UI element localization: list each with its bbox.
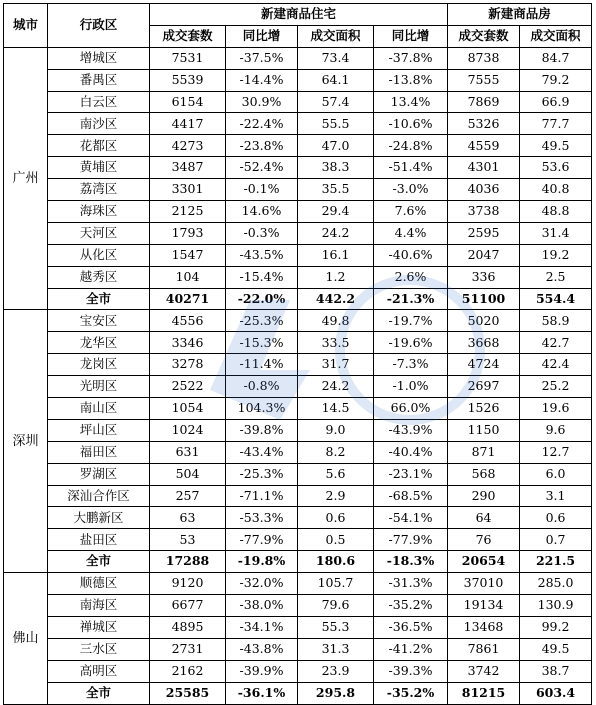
cell-com-sets: 290 [448,485,520,507]
cell-res-yoy1: -0.1% [226,179,298,201]
cell-res-sets: 53 [150,529,226,551]
cell-district: 龙华区 [48,332,150,354]
header-res-sets: 成交套数 [150,25,226,47]
cell-res-yoy2: -3.0% [374,179,448,201]
header-group-residential: 新建商品住宅 [150,4,448,26]
cell-com-sets: 4724 [448,354,520,376]
cell-res-yoy2: -77.9% [374,529,448,551]
cell-com-area: 49.5 [520,638,592,660]
cell-district: 禅城区 [48,616,150,638]
cell-res-yoy1: -15.3% [226,332,298,354]
cell-district: 光明区 [48,376,150,398]
cell-com-area: 84.7 [520,47,592,69]
cell-res-area: 105.7 [298,573,374,595]
cell-res-area: 31.3 [298,638,374,660]
cell-res-yoy2: -18.3% [374,551,448,573]
cell-com-area: 0.7 [520,529,592,551]
cell-district: 花都区 [48,135,150,157]
cell-com-area: 38.7 [520,660,592,682]
cell-res-yoy2: 13.4% [374,91,448,113]
cell-com-sets: 2697 [448,376,520,398]
cell-district: 罗湖区 [48,463,150,485]
cell-res-sets: 2162 [150,660,226,682]
table-row [4,485,592,507]
cell-res-sets: 2731 [150,638,226,660]
cell-res-yoy2: -51.4% [374,157,448,179]
table-row [4,595,592,617]
cell-res-area: 9.0 [298,419,374,441]
cell-res-yoy1: -39.9% [226,660,298,682]
cell-district: 南山区 [48,398,150,420]
cell-res-sets: 5539 [150,69,226,91]
cell-res-yoy1: -38.0% [226,595,298,617]
cell-district: 龙岗区 [48,354,150,376]
cell-res-yoy2: 4.4% [374,222,448,244]
cell-res-area: 29.4 [298,201,374,223]
cell-res-sets: 3346 [150,332,226,354]
cell-res-area: 295.8 [298,682,374,704]
table-row [4,573,592,595]
cell-res-sets: 3301 [150,179,226,201]
cell-res-yoy2: -54.1% [374,507,448,529]
table-body [4,47,592,704]
cell-res-sets: 25585 [150,682,226,704]
cell-res-area: 24.2 [298,376,374,398]
cell-com-area: 285.0 [520,573,592,595]
cell-com-sets: 76 [448,529,520,551]
cell-res-yoy1: -25.3% [226,463,298,485]
cell-com-area: 49.5 [520,135,592,157]
cell-res-sets: 4556 [150,310,226,332]
cell-res-area: 0.6 [298,507,374,529]
cell-district: 从化区 [48,244,150,266]
cell-com-area: 48.8 [520,201,592,223]
cell-com-area: 58.9 [520,310,592,332]
cell-res-sets: 504 [150,463,226,485]
table-row [4,91,592,113]
cell-res-sets: 1054 [150,398,226,420]
cell-com-sets: 4301 [448,157,520,179]
table-row [4,616,592,638]
cell-district: 白云区 [48,91,150,113]
cell-com-sets: 1526 [448,398,520,420]
cell-res-yoy1: -52.4% [226,157,298,179]
table-row [4,222,592,244]
cell-com-sets: 8738 [448,47,520,69]
cell-res-sets: 40271 [150,288,226,310]
table-row [4,179,592,201]
cell-res-yoy1: -22.4% [226,113,298,135]
table-row [4,69,592,91]
cell-com-area: 0.6 [520,507,592,529]
cell-res-area: 35.5 [298,179,374,201]
cell-res-yoy1: -71.1% [226,485,298,507]
cell-res-area: 55.5 [298,113,374,135]
table-row [4,201,592,223]
table-row [4,529,592,551]
cell-com-area: 99.2 [520,616,592,638]
cell-res-yoy1: -19.8% [226,551,298,573]
cell-res-yoy1: -11.4% [226,354,298,376]
header-district: 行政区 [48,4,150,48]
cell-district: 宝安区 [48,310,150,332]
city-cell: 深圳 [4,310,48,573]
cell-res-yoy2: -7.3% [374,354,448,376]
table-row [4,47,592,69]
cell-res-yoy1: -39.8% [226,419,298,441]
cell-res-yoy2: -19.7% [374,310,448,332]
cell-district: 全市 [48,682,150,704]
cell-com-sets: 13468 [448,616,520,638]
cell-res-area: 23.9 [298,660,374,682]
cell-res-sets: 257 [150,485,226,507]
cell-res-yoy1: -77.9% [226,529,298,551]
cell-res-sets: 1547 [150,244,226,266]
cell-res-area: 31.7 [298,354,374,376]
cell-com-sets: 19134 [448,595,520,617]
cell-res-sets: 6677 [150,595,226,617]
cell-res-yoy2: -1.0% [374,376,448,398]
cell-res-area: 73.4 [298,47,374,69]
cell-district: 黄埔区 [48,157,150,179]
cell-res-yoy2: -24.8% [374,135,448,157]
header-res-yoy2: 同比增 [374,25,448,47]
cell-district: 大鹏新区 [48,507,150,529]
cell-com-area: 42.7 [520,332,592,354]
cell-com-sets: 4559 [448,135,520,157]
cell-district: 天河区 [48,222,150,244]
cell-res-sets: 7531 [150,47,226,69]
cell-com-sets: 5326 [448,113,520,135]
cell-com-sets: 3742 [448,660,520,682]
cell-res-area: 5.6 [298,463,374,485]
cell-res-yoy1: -15.4% [226,266,298,288]
cell-res-yoy2: -13.8% [374,69,448,91]
cell-district: 三水区 [48,638,150,660]
cell-res-sets: 3278 [150,354,226,376]
table-row [4,463,592,485]
cell-com-area: 66.9 [520,91,592,113]
header-com-area: 成交面积 [520,25,592,47]
table-row [4,660,592,682]
cell-com-area: 554.4 [520,288,592,310]
cell-res-sets: 631 [150,441,226,463]
cell-com-area: 2.5 [520,266,592,288]
total-row [4,288,592,310]
cell-res-area: 47.0 [298,135,374,157]
cell-com-sets: 81215 [448,682,520,704]
cell-res-yoy2: -37.8% [374,47,448,69]
cell-res-yoy1: -37.5% [226,47,298,69]
table-row [4,398,592,420]
cell-res-area: 180.6 [298,551,374,573]
cell-res-sets: 4417 [150,113,226,135]
cell-com-area: 25.2 [520,376,592,398]
cell-res-area: 57.4 [298,91,374,113]
cell-district: 顺德区 [48,573,150,595]
table-row [4,113,592,135]
cell-res-yoy2: -23.1% [374,463,448,485]
cell-res-area: 1.2 [298,266,374,288]
cell-com-area: 40.8 [520,179,592,201]
cell-com-sets: 568 [448,463,520,485]
cell-res-area: 49.8 [298,310,374,332]
cell-res-yoy2: -41.2% [374,638,448,660]
cell-com-sets: 20654 [448,551,520,573]
cell-district: 高明区 [48,660,150,682]
table-row [4,507,592,529]
cell-com-area: 221.5 [520,551,592,573]
cell-res-area: 33.5 [298,332,374,354]
total-row [4,682,592,704]
cell-res-yoy2: -36.5% [374,616,448,638]
cell-com-area: 42.4 [520,354,592,376]
cell-com-sets: 4036 [448,179,520,201]
cell-com-area: 79.2 [520,69,592,91]
cell-res-area: 79.6 [298,595,374,617]
cell-res-yoy2: 2.6% [374,266,448,288]
table-row [4,354,592,376]
cell-res-sets: 2125 [150,201,226,223]
cell-res-area: 24.2 [298,222,374,244]
cell-res-area: 64.1 [298,69,374,91]
cell-res-yoy2: 66.0% [374,398,448,420]
cell-res-sets: 1793 [150,222,226,244]
cell-res-area: 2.9 [298,485,374,507]
cell-district: 南沙区 [48,113,150,135]
cell-res-sets: 1024 [150,419,226,441]
cell-res-yoy1: 104.3% [226,398,298,420]
cell-district: 深汕合作区 [48,485,150,507]
table-row [4,157,592,179]
cell-res-yoy1: -0.8% [226,376,298,398]
cell-district: 全市 [48,551,150,573]
cell-com-area: 603.4 [520,682,592,704]
header-res-area: 成交面积 [298,25,374,47]
cell-district: 越秀区 [48,266,150,288]
cell-res-yoy1: -43.4% [226,441,298,463]
cell-res-yoy1: -32.0% [226,573,298,595]
cell-res-sets: 9120 [150,573,226,595]
cell-district: 增城区 [48,47,150,69]
table-row [4,419,592,441]
header-com-sets: 成交套数 [448,25,520,47]
cell-com-area: 53.6 [520,157,592,179]
cell-res-area: 0.5 [298,529,374,551]
cell-res-yoy1: -43.5% [226,244,298,266]
cell-com-area: 19.6 [520,398,592,420]
cell-res-sets: 4273 [150,135,226,157]
cell-com-sets: 64 [448,507,520,529]
cell-district: 福田区 [48,441,150,463]
cell-district: 坪山区 [48,419,150,441]
cell-res-yoy2: -40.6% [374,244,448,266]
cell-com-sets: 3738 [448,201,520,223]
header-group-commercial: 新建商品房 [448,4,592,26]
cell-com-sets: 3668 [448,332,520,354]
cell-res-yoy2: -35.2% [374,682,448,704]
cell-district: 南海区 [48,595,150,617]
cell-res-yoy1: -53.3% [226,507,298,529]
cell-res-yoy1: -43.8% [226,638,298,660]
cell-res-area: 14.5 [298,398,374,420]
cell-com-sets: 51100 [448,288,520,310]
table-row [4,376,592,398]
cell-com-sets: 7869 [448,91,520,113]
header-res-yoy1: 同比增 [226,25,298,47]
cell-com-area: 19.2 [520,244,592,266]
table-row [4,244,592,266]
city-cell: 广州 [4,47,48,310]
cell-res-sets: 63 [150,507,226,529]
cell-res-yoy1: -22.0% [226,288,298,310]
cell-res-yoy2: -40.4% [374,441,448,463]
cell-district: 番禺区 [48,69,150,91]
cell-res-yoy1: -23.8% [226,135,298,157]
data-table [3,3,592,705]
cell-res-sets: 6154 [150,91,226,113]
cell-res-yoy1: -36.1% [226,682,298,704]
cell-res-yoy2: -68.5% [374,485,448,507]
cell-com-area: 77.7 [520,113,592,135]
cell-com-sets: 37010 [448,573,520,595]
city-cell: 佛山 [4,573,48,704]
cell-com-sets: 336 [448,266,520,288]
cell-com-sets: 5020 [448,310,520,332]
cell-com-sets: 1150 [448,419,520,441]
cell-district: 盐田区 [48,529,150,551]
cell-res-yoy1: -34.1% [226,616,298,638]
header-city: 城市 [4,4,48,48]
cell-com-area: 31.4 [520,222,592,244]
cell-res-yoy2: -39.3% [374,660,448,682]
cell-com-sets: 2595 [448,222,520,244]
cell-district: 全市 [48,288,150,310]
cell-res-sets: 4895 [150,616,226,638]
cell-res-area: 16.1 [298,244,374,266]
table-row [4,310,592,332]
cell-res-yoy1: -25.3% [226,310,298,332]
cell-res-area: 442.2 [298,288,374,310]
table-row [4,135,592,157]
cell-res-area: 38.3 [298,157,374,179]
cell-com-sets: 871 [448,441,520,463]
cell-res-yoy1: -0.3% [226,222,298,244]
cell-res-sets: 17288 [150,551,226,573]
cell-com-area: 12.7 [520,441,592,463]
cell-com-sets: 2047 [448,244,520,266]
cell-com-area: 130.9 [520,595,592,617]
table-row [4,332,592,354]
cell-res-yoy1: -14.4% [226,69,298,91]
table-row [4,441,592,463]
total-row [4,551,592,573]
cell-res-yoy1: 30.9% [226,91,298,113]
cell-res-yoy2: -19.6% [374,332,448,354]
cell-com-sets: 7555 [448,69,520,91]
cell-district: 荔湾区 [48,179,150,201]
cell-res-yoy2: -31.3% [374,573,448,595]
table-row [4,266,592,288]
cell-res-area: 8.2 [298,441,374,463]
cell-res-area: 55.3 [298,616,374,638]
cell-com-sets: 7861 [448,638,520,660]
cell-res-sets: 104 [150,266,226,288]
cell-res-yoy2: -43.9% [374,419,448,441]
cell-res-yoy2: 7.6% [374,201,448,223]
cell-res-yoy2: -21.3% [374,288,448,310]
cell-res-yoy2: -10.6% [374,113,448,135]
cell-res-yoy1: 14.6% [226,201,298,223]
cell-res-sets: 3487 [150,157,226,179]
cell-com-area: 3.1 [520,485,592,507]
cell-com-area: 9.6 [520,419,592,441]
cell-res-sets: 2522 [150,376,226,398]
cell-district: 海珠区 [48,201,150,223]
cell-res-yoy2: -35.2% [374,595,448,617]
table-row [4,638,592,660]
cell-com-area: 6.0 [520,463,592,485]
